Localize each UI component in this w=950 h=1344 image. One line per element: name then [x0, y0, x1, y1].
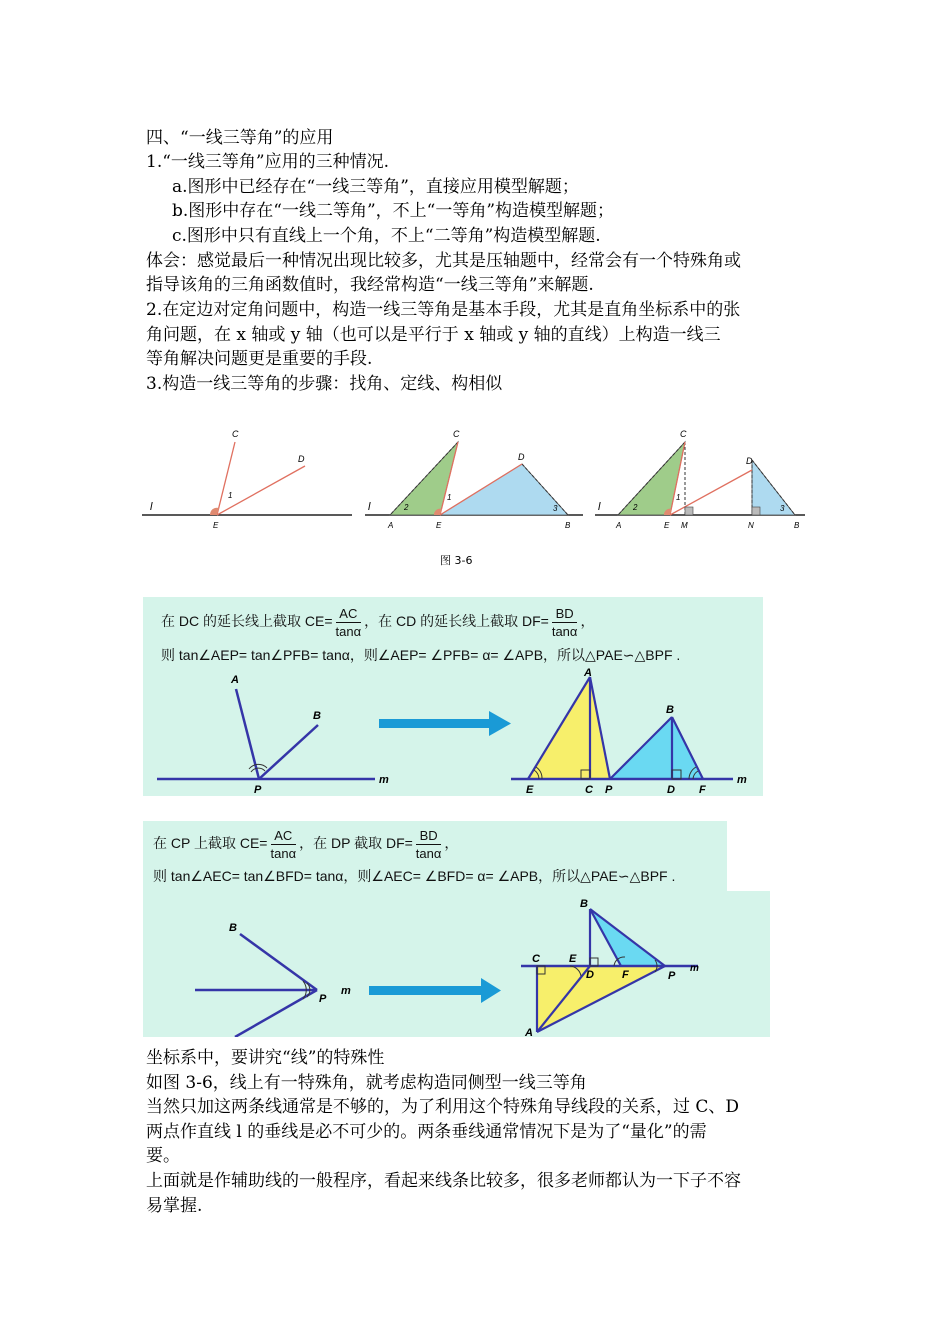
panel-1-line-1: 在 DC 的延长线上截取 CE= $\frac{AC}{\tan\alpha}$ ，在 CD 的延长线上截取 DF= $\frac{BD}{\tan\alpha}$ ， [161, 606, 595, 639]
label-f-right-2: F [622, 969, 629, 981]
label-c-b: C [453, 429, 460, 439]
line-l-label-b: l [368, 501, 371, 513]
label-d: D [298, 454, 305, 464]
angle-2-label-b: 2 [404, 503, 409, 512]
label-b-left-2: B [229, 922, 237, 934]
label-e-right-2: E [569, 953, 577, 965]
experience-line-2: 指导该角的三角函数值时，我经常构造“一线三等角”来解题. [146, 275, 594, 295]
label-b-c: B [794, 521, 800, 530]
label-m-c: M [681, 521, 688, 530]
item-2-line-2: 角问题，在 x 轴或 y 轴（也可以是平行于 x 轴或 y 轴的直线）上构造一线三 [146, 325, 721, 345]
label-e-right: E [526, 784, 534, 796]
fraction-ac-tan-2: $\frac{AC}{\tan\alpha}$ [270, 828, 297, 861]
item-2-line-3: 等角解决问题更是重要的手段. [146, 349, 373, 369]
label-c-c: C [680, 429, 687, 439]
label-d-right-2: D [586, 969, 594, 981]
outro-line-4b: 易掌握. [146, 1196, 203, 1216]
label-m-left: m [379, 774, 389, 786]
angle-2-label-c: 2 [633, 503, 638, 512]
outro-line-2: 如图 3-6，线上有一特殊角，就考虑构造同侧型一线三等角 [146, 1073, 587, 1093]
case-b: b.图形中存在“一线二等角”，不上“一等角”构造模型解题； [172, 201, 615, 221]
line-l-label-c: l [598, 501, 601, 513]
label-a-right-2: A [525, 1027, 533, 1037]
label-f-right: F [699, 784, 706, 796]
label-b-right: B [666, 704, 674, 716]
angle-3-label-c: 3 [780, 504, 785, 513]
construction-panel-1 [143, 597, 763, 796]
case-c: c.图形中只有直线上一个角，不上“二等角”构造模型解题. [172, 226, 601, 246]
angle-1-label-c: 1 [676, 493, 681, 502]
label-e: E [213, 521, 219, 530]
figure-3-6-part-b [365, 429, 583, 530]
figure-3-6-part-c [595, 429, 805, 530]
angle-1-label: 1 [228, 491, 233, 500]
construction-panel-2-text [143, 821, 727, 891]
label-a-c: A [616, 521, 622, 530]
item-2-line-1: 2.在定边对定角问题中，构造一线三等角是基本手段，尤其是直角坐标系中的张 [146, 300, 741, 320]
outro-line-3a: 当然只加这两条线通常是不够的，为了利用这个特殊角导线段的关系，过 C、D [146, 1097, 740, 1117]
label-b-right-2: B [580, 898, 588, 910]
line-l-label: l [150, 501, 153, 513]
label-a-left: A [231, 674, 239, 686]
item-1: 1.“一线三等角”应用的三种情况. [146, 152, 390, 172]
angle-3-label-b: 3 [553, 504, 558, 513]
fraction-ac-tan: $\frac{AC}{\tan\alpha}$ [335, 606, 362, 639]
item-3: 3.构造一线三等角的步骤：找角、定线、构相似 [146, 374, 503, 394]
label-p-right: P [605, 784, 613, 796]
panel-1-diagram [143, 667, 763, 796]
transform-arrow-icon-2 [369, 978, 501, 1003]
label-b-b: B [565, 521, 571, 530]
construction-panel-2-diagram [143, 891, 770, 1037]
outro-line-3b: 两点作直线 l 的垂线是必不可少的。两条垂线通常情况下是为了“量化”的需 [146, 1122, 707, 1142]
fraction-bd-tan: $\frac{BD}{\tan\alpha}$ [551, 606, 578, 639]
case-a: a.图形中已经存在“一线三等角”，直接应用模型解题； [172, 177, 579, 197]
label-a-b: A [388, 521, 394, 530]
outro-line-4a: 上面就是作辅助线的一般程序，看起来线条比较多，很多老师都认为一下子不容 [146, 1171, 741, 1191]
section-heading: 四、“一线三等角”的应用 [146, 128, 334, 148]
panel-1-line-2: 则 tan∠AEP= tan∠PFB= tanα，则∠AEP= ∠PFB= α= ∠APB，所以△PAE∽△BPF . [161, 647, 681, 663]
panel-2-line-1: 在 CP 上截取 CE= $\frac{AC}{\tan\alpha}$ ，在 DP 截取 DF= $\frac{BD}{\tan\alpha}$ ， [153, 828, 459, 861]
transform-arrow-icon [379, 711, 511, 736]
experience-line-1: 体会：感觉最后一种情况出现比较多，尤其是压轴题中，经常会有一个特殊角或 [146, 251, 741, 271]
label-p-left: P [254, 784, 262, 796]
fraction-bd-tan-2: $\frac{BD}{\tan\alpha}$ [415, 828, 442, 861]
figure-caption: 图 3-6 [440, 554, 473, 567]
label-c-right-2: C [532, 953, 540, 965]
label-m-left-2: m [341, 985, 351, 997]
label-b-left: B [313, 710, 321, 722]
outro-line-3c: 要。 [146, 1146, 180, 1166]
label-c-right: C [585, 784, 593, 796]
label-d-right: D [667, 784, 675, 796]
figure-3-6 [140, 420, 820, 545]
label-d-c: D [746, 456, 753, 466]
label-e-c: E [664, 521, 670, 530]
label-m-right: m [737, 774, 747, 786]
label-e-b: E [436, 521, 442, 530]
label-m-right-2: m [690, 963, 699, 974]
angle-1-label-b: 1 [447, 493, 452, 502]
panel-2-line-2: 则 tan∠AEC= tan∠BFD= tanα，则∠AEC= ∠BFD= α= ∠APB，所以△PAE∽△BPF . [153, 868, 676, 884]
label-a-right: A [584, 667, 592, 679]
outro-line-1: 坐标系中，要讲究“线”的特殊性 [146, 1048, 385, 1068]
label-c: C [232, 429, 239, 439]
panel-2-diagram [143, 891, 770, 1037]
label-p-left-2: P [319, 993, 327, 1005]
label-d-b: D [518, 452, 525, 462]
label-n-c: N [748, 521, 754, 530]
label-p-right-2: P [668, 970, 676, 982]
figure-3-6-part-a [142, 429, 352, 530]
